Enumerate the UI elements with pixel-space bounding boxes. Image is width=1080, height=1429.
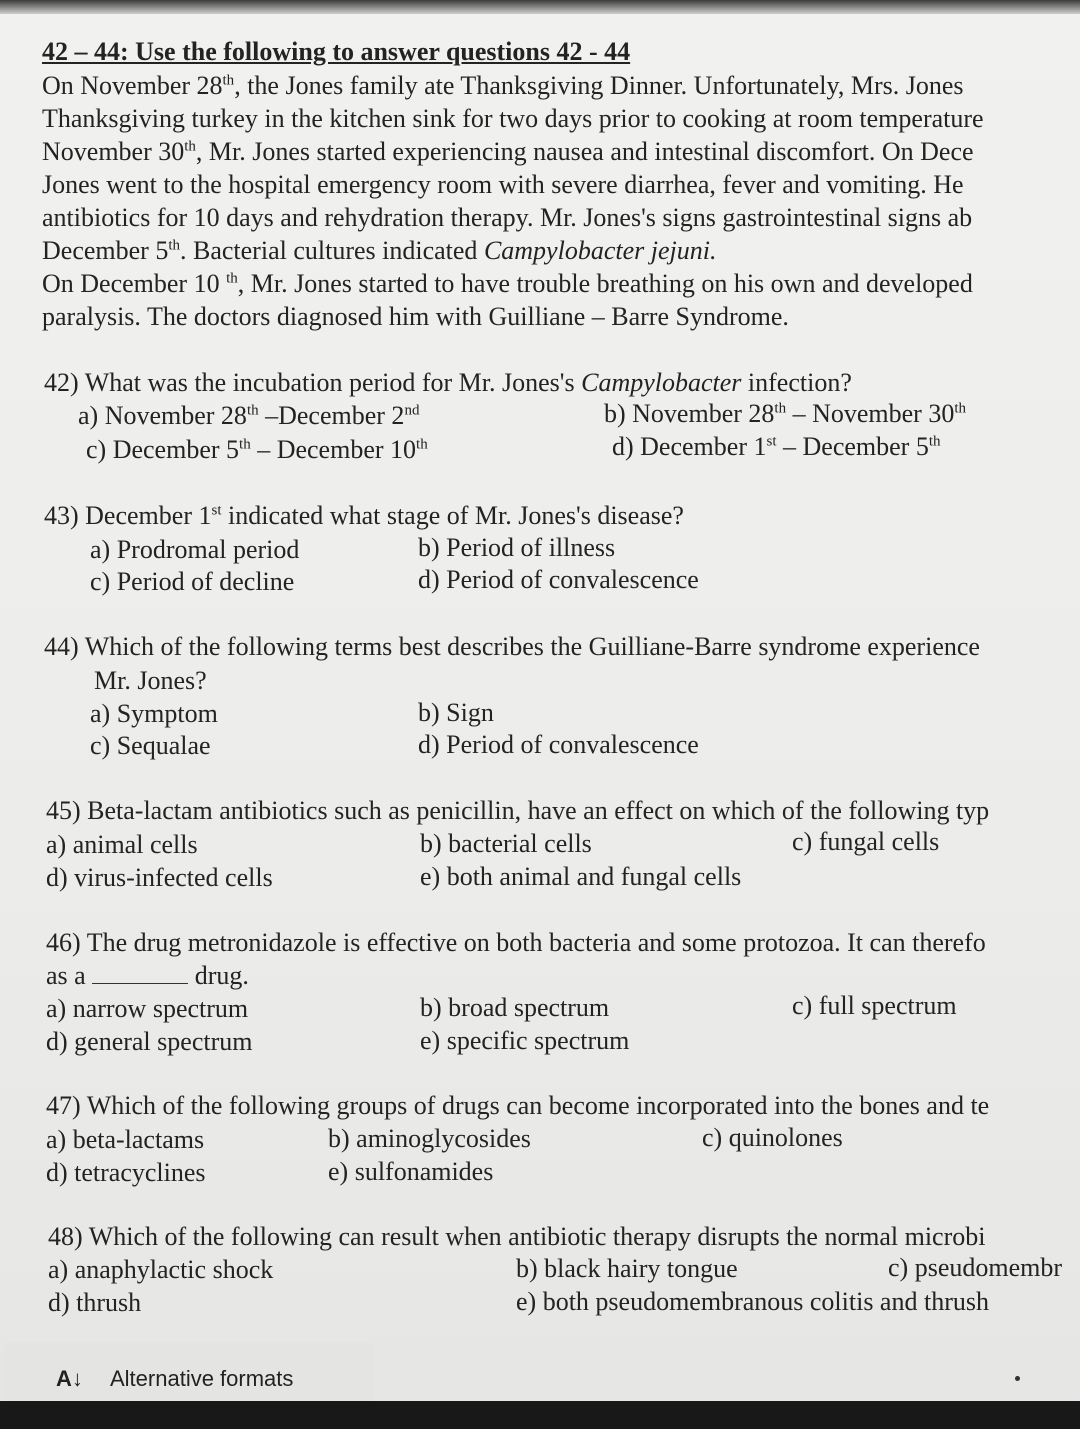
page-dot — [1015, 1376, 1020, 1381]
q47-option-e[interactable]: e) sulfonamides — [328, 1157, 494, 1186]
q48-option-b[interactable]: b) black hairy tongue — [516, 1254, 738, 1283]
q46-option-e[interactable]: e) specific spectrum — [420, 1026, 630, 1055]
q43-option-c[interactable]: c) Period of decline — [90, 567, 295, 596]
alternative-formats-label[interactable]: Alternative formats — [110, 1366, 294, 1391]
alternative-formats-icon: A↓ — [56, 1366, 83, 1391]
q46-option-c[interactable]: c) full spectrum — [792, 991, 957, 1020]
q44-option-a[interactable]: a) Symptom — [90, 699, 218, 728]
q44-option-d[interactable]: d) Period of convalescence — [418, 730, 699, 759]
q45-option-c[interactable]: c) fungal cells — [792, 827, 940, 856]
q47-stem: 47) Which of the following groups of drugs can become incorporated into the bones and te — [46, 1091, 990, 1120]
q43-stem: 43) December 1st indicated what stage of Mr. Jones's disease? — [44, 501, 684, 530]
q45-option-e[interactable]: e) both animal and fungal cells — [420, 862, 742, 891]
q43-option-a[interactable]: a) Prodromal period — [90, 535, 300, 564]
q48-option-d[interactable]: d) thrush — [48, 1288, 142, 1317]
section-header: 42 – 44: Use the following to answer questions 42 - 44 — [42, 37, 631, 66]
q46-stem-line-1: 46) The drug metronidazole is effective on both bacteria and some protozoa. It can therefo — [46, 928, 986, 957]
q46-stem-line-2: as a drug. — [46, 961, 249, 990]
passage-line-5: antibiotics for 10 days and rehydration therapy. Mr. Jones's signs gastrointestinal signs ab — [42, 203, 973, 232]
passage-line-3: November 30th, Mr. Jones started experiencing nausea and intestinal discomfort. On Dece — [42, 137, 974, 166]
q42-option-b[interactable]: b) November 28th – November 30th — [604, 399, 966, 428]
q45-stem: 45) Beta-lactam antibiotics such as penicillin, have an effect on which of the following typ — [46, 796, 990, 825]
q47-option-b[interactable]: b) aminoglycosides — [328, 1124, 531, 1153]
passage-line-7: On December 10 $^{th}$, Mr. Jones started to have trouble breathing on his own and developed — [42, 269, 973, 298]
bottom-edge — [0, 1401, 1080, 1429]
q48-option-e[interactable]: e) both pseudomembranous colitis and thrush — [516, 1287, 989, 1316]
q44-stem-line-1: 44) Which of the following terms best describes the Guilliane-Barre syndrome experience — [44, 632, 980, 661]
q45-option-d[interactable]: d) virus-infected cells — [46, 863, 273, 892]
q42-option-d[interactable]: d) December 1st – December 5th — [612, 432, 941, 461]
q42-option-c[interactable]: c) December 5th – December 10th — [86, 435, 428, 464]
passage-line-2: Thanksgiving turkey in the kitchen sink for two days prior to cooking at room temperature — [42, 104, 984, 133]
q42-stem: 42) What was the incubation period for Mr. Jones's Campylobacter infection? — [44, 368, 852, 397]
answer-blank — [92, 961, 188, 984]
passage-line-1: On November 28th, the Jones family ate Thanksgiving Dinner. Unfortunately, Mrs. Jones — [42, 71, 964, 100]
top-edge — [0, 0, 1080, 14]
q44-option-b[interactable]: b) Sign — [418, 698, 494, 727]
q46-option-a[interactable]: a) narrow spectrum — [46, 994, 249, 1023]
passage-line-6: December 5th. Bacterial cultures indicated Campylobacter jejuni. — [42, 236, 717, 265]
q46-option-b[interactable]: b) broad spectrum — [420, 993, 610, 1022]
q44-stem-line-2: Mr. Jones? — [94, 666, 207, 695]
q45-option-b[interactable]: b) bacterial cells — [420, 829, 592, 858]
q43-option-b[interactable]: b) Period of illness — [418, 533, 616, 562]
q45-option-a[interactable]: a) animal cells — [46, 830, 198, 859]
passage-line-8: paralysis. The doctors diagnosed him with Guilliane – Barre Syndrome. — [42, 302, 789, 331]
q47-option-c[interactable]: c) quinolones — [702, 1123, 843, 1152]
passage-line-4: Jones went to the hospital emergency room with severe diarrhea, fever and vomiting. He — [42, 170, 964, 199]
q46-option-d[interactable]: d) general spectrum — [46, 1027, 253, 1056]
q48-option-c[interactable]: c) pseudomembr — [888, 1253, 1063, 1282]
q48-stem: 48) Which of the following can result when antibiotic therapy disrupts the normal microbi — [48, 1222, 986, 1251]
q42-option-a[interactable]: a) November 28th –December 2nd — [78, 401, 420, 430]
q44-option-c[interactable]: c) Sequalae — [90, 731, 211, 760]
q47-option-d[interactable]: d) tetracyclines — [46, 1158, 206, 1187]
q48-option-a[interactable]: a) anaphylactic shock — [48, 1255, 274, 1284]
q47-option-a[interactable]: a) beta-lactams — [46, 1125, 205, 1154]
q43-option-d[interactable]: d) Period of convalescence — [418, 565, 699, 594]
